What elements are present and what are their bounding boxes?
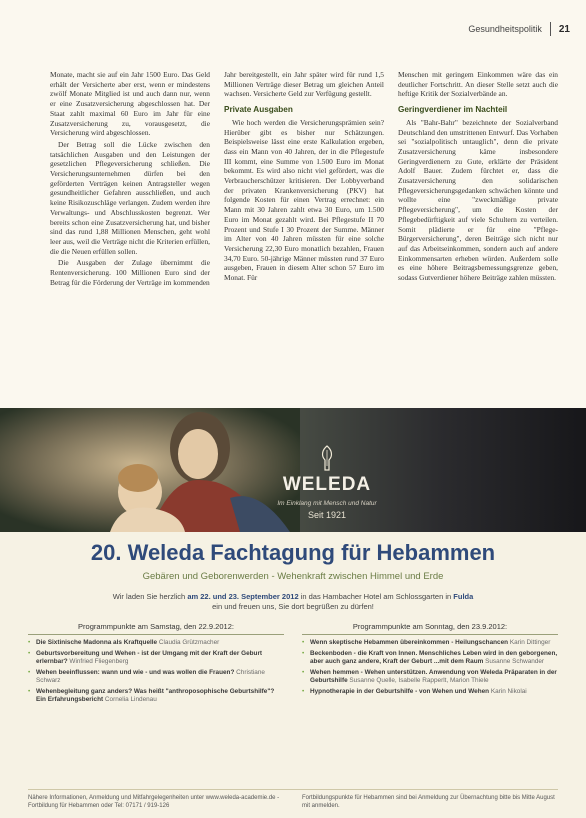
program-item — [302, 650, 558, 666]
invite-text: in das Hambacher Hotel am Schlossgarten in — [298, 592, 454, 601]
program-item-title: Wehen hemmen - Wehen unterstützen. Anwendung von Weleda Präparaten in der Geburtshilfe — [310, 669, 557, 684]
ad-invitation — [28, 592, 558, 612]
program-item — [302, 688, 558, 696]
program-item-title: Die Sixtinische Madonna als Kraftquelle — [36, 639, 158, 646]
article-paragraph: Der Betrag soll die Lücke zwischen den tatsächlichen Ausgaben und den Leistungen der gesetzlichen Pflegeversicherung schließen. Die Versicherungsunternehmen dürfen bei den geförderten Verträgen keinen Antragsteller wegen gesundheitlicher Gefahren ausschließen, und auch keine Risikozuschläge verlangen. Zudem werden ihre Verwaltungs- und Abschlusskosten begrenzt. Wer bereits schon eine Zusatzversicherung hat, und bisher sind das rund 1,88 Millionen Menschen, geht wohl leer aus, weil die Verträge nicht die Kriterien erfüllen, die die Neuen erfüllen sollen. — [50, 139, 210, 256]
invite-date: am 22. und 23. September 2012 — [187, 592, 299, 601]
invite-city: Fulda — [453, 592, 474, 601]
header-divider — [550, 22, 551, 36]
article-paragraph: Als "Bahr-Bahr" bezeichnete der Sozialverband Deutschland den umstrittenen Entwurf. Das Vorhaben sei "sozialpolitisch untauglich", denn die private Zusatzversicherung käme insbesondere Geringverdienern zu Gute, erklärte der Präsident Adolf Bauer. Zudem fürchtet er, dass die Zusatzversicherung den solidarischen Pflegeversicherungsgedanken schwächen könnte und wollte eine "zweckmäßige private Pflegeversicherung", um die Kosten der Pflegebedürftigkeit auf viele Schultern zu verteilen. Somit plädierte er für eine "Pflege-Bürgerversicherung", deren Beiträge sich nicht nur auf das Arbeitseinkommen, sondern auch auf andere Einkommensarten erheben würden. Außerdem solle es eine höhere Beitragsbemessungsgrenze geben, sodass Gutverdiener höhere Beiträge zahlen müssten. — [398, 117, 558, 283]
invite-text: Wir laden Sie herzlich — [112, 592, 188, 601]
program-item-speaker: Cornelia Lindenau — [104, 696, 157, 703]
brand-name: WELEDA — [282, 474, 372, 495]
article-paragraph: Jahr bereitgestellt, ein Jahr später wird für rund 1,5 Millionen Verträge dieser Betrag um gleichen Anteil wachsen. Versicherte Geld zur Verfügung gestellt. — [224, 70, 384, 99]
contact-info: Nähere Informationen, Anmeldung und Mitfahrgelegenheiten unter www.weleda-academie.de - Fortbildung für Hebammen oder Tel: 07171 / 919-126 — [28, 795, 280, 809]
weleda-advertisement — [0, 408, 586, 818]
program-item-title: Geburtsvorbereitung und Wehen - ist der Umgang mit der Kraft der Geburt erlernbar? — [36, 650, 263, 665]
program-item — [28, 650, 284, 666]
contact-note: Fortbildungspunkte für Hebammen sind bei Anmeldung zur Übernachtung bitte bis Mitte August mit anmelden. — [302, 795, 555, 809]
article-column-2 — [224, 70, 384, 392]
article-paragraph: Menschen mit geringem Einkommen wäre das ein deutlicher Fortschritt. An dieser Stelle setzt auch die heftige Kritik der Sozialverbände an. — [398, 70, 558, 99]
program-list — [302, 639, 558, 696]
subheading-private-ausgaben: Private Ausgaben — [224, 105, 293, 115]
page-number: 21 — [558, 23, 570, 35]
program-item — [28, 688, 284, 704]
weleda-brand — [252, 444, 402, 520]
program-item-speaker: Susanne Schwander — [485, 658, 545, 665]
program-item — [302, 669, 558, 685]
page-header — [468, 22, 570, 36]
article-paragraph: Wie hoch werden die Versicherungsprämien sein? Hierüber gibt es bisher nur Schätzungen. Beispielsweise lässt eine erste Kalkulation ergeben, dass ein Mann von 40 Jahren, der in die Pflegestufe III kommt, eine Summe von 1.500 Euro im Monat bekommt. Es wird also nicht viel gefördert, was die Verbraucherschützer kritisieren. Der Lobbyverband der privaten Krankenversicherung (PKV) hat folgende Kosten für einen Vertrag errechnet: ein Mann mit 30 Jahren zahlt etwa 30 Euro, um 1.500 Euro im Monat gezahlt wird. Bei Pflegestufe II 70 Prozent und Stufe I 30 Prozent der Summe. Männer im Alter von 40 Jahren müssten für eine solche Versicherung 22,30 Euro monatlich bezahlen, Frauen 34,70 Euro. 50-jährige Männer müssten rund 37 Euro ausgeben, Frauen in diesem Alter schon 57 Euro im Monat. Für — [224, 117, 384, 283]
program-item-speaker: Winfried Fliegenberg — [69, 658, 129, 665]
program-day-heading: Programmpunkte am Sonntag, den 23.9.2012: — [302, 622, 558, 635]
program-item — [28, 669, 284, 685]
article-columns — [50, 70, 558, 392]
program-item-speaker: Karin Nikolai — [490, 688, 527, 695]
ad-contact — [28, 789, 558, 810]
brand-tagline: Im Einklang mit Mensch und Natur — [277, 500, 377, 507]
program-list — [28, 639, 284, 704]
ad-subtitle: Gebären und Geborenwerden - Wehenkraft zwischen Himmel und Erde — [142, 571, 444, 582]
weleda-tree-logo-icon — [316, 444, 338, 472]
program-item-speaker: Susanne Quelle, Isabelle Rapperlt, Marion Thiele — [349, 677, 489, 684]
subheading-geringverdiener: Geringverdiener im Nachteil — [398, 105, 508, 115]
program-item-title: Beckenboden - die Kraft von Innen. Menschliches Leben wird in den geborgenen, aber auch ganz andere, Kraft der Geburt ...mit dem Raum — [310, 650, 558, 665]
program-item-speaker: Christiane Schwarz — [36, 669, 265, 684]
article-column-1 — [50, 70, 210, 392]
brand-since: Seit 1921 — [307, 510, 347, 520]
program — [28, 622, 558, 707]
article-paragraph: Monate, macht sie auf ein Jahr 1500 Euro. Das Geld erhält der Versicherte aber erst, wenn er mindestens zwölf Monate Mitglied ist und auch dann nur, wenn er eine Zusatzversicherung abgeschlossen hat. Der Staat zahlt maximal 60 Euro im Jahr für eine Zusatzversicherung zu, vorausgesetzt, die Versicherung wird abgeschlossen. — [50, 70, 210, 138]
ad-body — [0, 532, 586, 818]
program-item-title: Wenn skeptische Hebammen übereinkommen - Heilungschancen — [310, 639, 509, 646]
program-day-heading: Programmpunkte am Samstag, den 22.9.2012: — [28, 622, 284, 635]
program-day-2 — [302, 622, 558, 707]
program-item-speaker: Claudia Grützmacher — [158, 639, 220, 646]
ad-title: 20. Weleda Fachtagung für Hebammen — [90, 540, 496, 565]
program-item — [28, 639, 284, 647]
invite-text: ein und freuen uns, Sie dort begrüßen zu dürfen! — [212, 602, 374, 611]
article-column-3 — [398, 70, 558, 392]
program-day-1 — [28, 622, 284, 707]
ad-banner — [0, 408, 586, 532]
program-item-title: Wehen beeinflussen: wann und wie - und was wollen die Frauen? — [36, 669, 235, 676]
program-item-speaker: Karin Dittinger — [509, 639, 551, 646]
section-title: Gesundheitspolitik — [468, 24, 542, 34]
program-item-title: Hypnotherapie in der Geburtshilfe - von Wehen und Wehen — [310, 688, 490, 695]
article-paragraph: Die Ausgaben der Zulage übernimmt die Rentenversicherung. 100 Millionen Euro sind der Betrag für die Förderung der Verträge im kommenden — [50, 258, 210, 287]
program-item-title: Wehenbegleitung ganz anders? Was heißt "anthroposophische Geburtshilfe"? Ein Erfahrungsbericht — [36, 688, 275, 703]
program-item — [302, 639, 558, 647]
